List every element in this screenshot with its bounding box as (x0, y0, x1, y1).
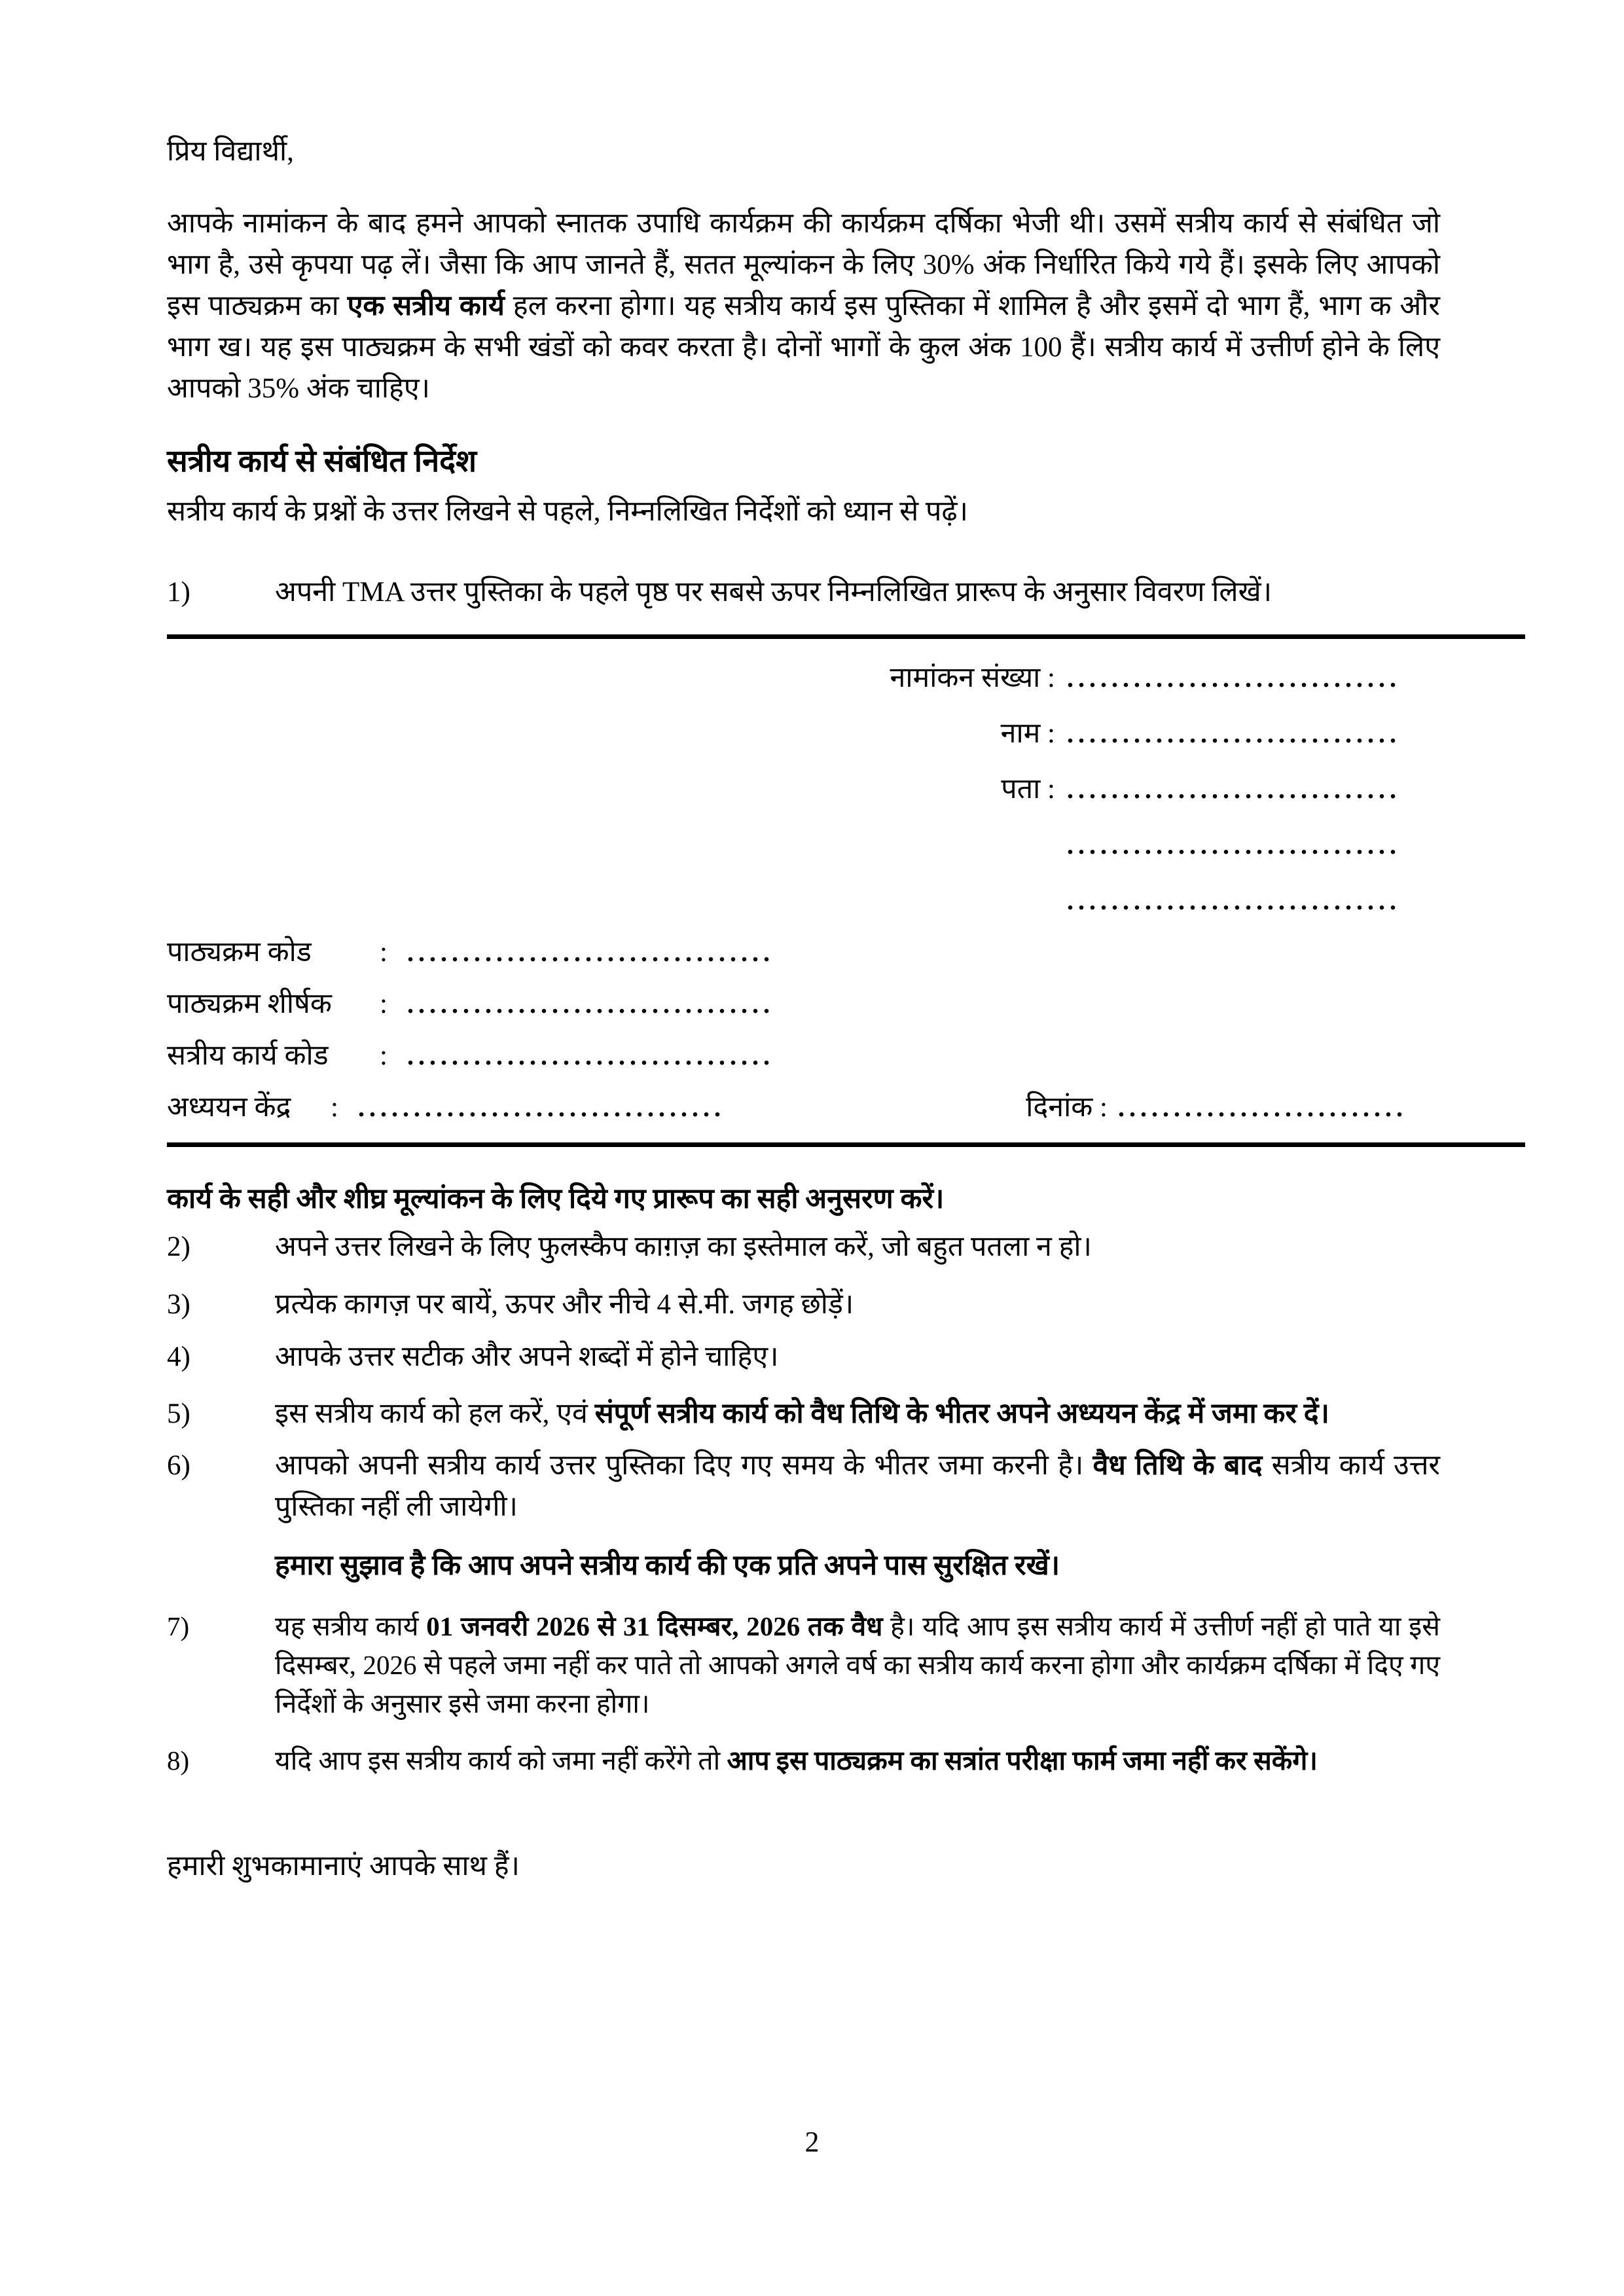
course-title-fill-line: ................................. (407, 989, 774, 1019)
form-right-block (167, 657, 1401, 921)
date-field (1026, 1087, 1407, 1128)
item-text: आपके उत्तर सटीक और अपने शब्दों में होने चाहिए। (275, 1341, 779, 1372)
assignment-code-fill-line: ................................. (407, 1041, 774, 1070)
item-number: 6) (167, 1450, 190, 1481)
item-number: 4) (167, 1341, 190, 1372)
suggestion-note: हमारा सुझाव है कि आप अपने सत्रीय कार्य की एक प्रति अपने पास सुरक्षित रखें। (275, 1550, 1060, 1581)
item-text: प्रत्येक कागज़ पर बायें, ऊपर और नीचे 4 से.मी. जगह छोड़ें। (275, 1289, 854, 1320)
divider-rule-bottom (167, 1142, 1525, 1147)
item-number: 5) (167, 1398, 190, 1429)
instruction-item-8 (167, 1741, 1440, 1780)
instruction-item-2 (167, 1226, 1440, 1267)
item-number: 3) (167, 1289, 190, 1320)
instruction-item-3 (167, 1284, 1440, 1325)
colon: : (380, 1040, 388, 1071)
course-code-row (167, 932, 1440, 973)
instruction-item-4 (167, 1336, 1440, 1377)
item-text: अपने उत्तर लिखने के लिए फुलस्कैप काग़ज़ का इस्तेमाल करें, जो बहुत पतला न हो। (275, 1231, 1092, 1262)
name-label: नाम : (1000, 718, 1055, 749)
address-fill-line-3: .............................. (1067, 886, 1401, 915)
course-title-label: पाठ्यक्रम शीर्षक (167, 989, 332, 1019)
intro-paragraph: आपके नामांकन के बाद हमने आपको स्नातक उपाधि कार्यक्रम की कार्यक्रम दर्षिका भेजी थी। उसमें सत्रीय कार्य से संबंधित जो भाग है, उसे कृपया पढ़ लें। जैसा कि आप जानते हैं, सतत मूल्यांकन के लिए 30% अंक निर्धारित किये गये हैं। इसके लिए आपको इस पाठ्यक्रम का एक सत्रीय कार्य हल करना होगा। यह सत्रीय कार्य इस पुस्तिका में शामिल है और इसमें दो भाग हैं, भाग क और भाग ख। यह इस पाठ्यक्रम के सभी खंडों को कवर करता है। दोनों भागों के कुल अंक 100 हैं। सत्रीय कार्य में उत्तीर्ण होने के लिए आपको 35% अंक चाहिए। (167, 208, 1440, 404)
name-fill-line: .............................. (1067, 719, 1401, 748)
colon: : (380, 989, 388, 1019)
salutation: प्रिय विद्यार्थी, (167, 136, 294, 167)
address-fill-line-2: .............................. (1067, 830, 1401, 860)
item-number: 1) (167, 577, 190, 608)
assignment-code-label: सत्रीय कार्य कोड (167, 1040, 329, 1071)
name-row (1001, 713, 1401, 754)
study-centre-date-row (167, 1087, 1440, 1128)
item-text: इस सत्रीय कार्य को हल करें, एवं संपूर्ण सत्रीय कार्य को वैध तिथि के भीतर अपने अध्ययन केंद्र में जमा कर दें। (275, 1398, 1329, 1429)
course-title-row (167, 983, 1440, 1025)
address-label: पता : (1001, 774, 1055, 805)
date-fill-line: .......................... (1118, 1093, 1407, 1122)
address-continuation-row (1055, 824, 1401, 866)
item-text: अपनी TMA उत्तर पुस्तिका के पहले पृष्ठ पर सबसे ऊपर निम्नलिखित प्रारूप के अनुसार विवरण लिखें। (275, 577, 1272, 608)
date-label: दिनांक : (1026, 1092, 1108, 1123)
course-code-label: पाठ्यक्रम कोड (167, 937, 312, 968)
form-left-block (167, 932, 1440, 1128)
instruction-item-1 (167, 572, 1440, 613)
divider-rule-top (167, 634, 1525, 639)
item-text: यदि आप इस सत्रीय कार्य को जमा नहीं करेंगे तो आप इस पाठ्यक्रम का सत्रांत परीक्षा फार्म जमा नहीं कर सकेंगे। (275, 1745, 1318, 1776)
enrollment-number-fill-line: .............................. (1067, 663, 1401, 693)
enrollment-number-row (890, 657, 1401, 699)
enrollment-number-label: नामांकन संख्या : (890, 663, 1055, 693)
address-row (1001, 769, 1401, 810)
page-number: 2 (804, 2126, 820, 2158)
instruction-item-5 (167, 1393, 1440, 1434)
item-number: 8) (167, 1745, 190, 1776)
instruction-item-7 (167, 1607, 1440, 1723)
address-fill-line: .............................. (1067, 774, 1401, 804)
address-continuation-row (1055, 880, 1401, 921)
instruction-item-6 (167, 1445, 1440, 1527)
course-code-fill-line: ................................. (407, 938, 774, 967)
colon: : (380, 937, 388, 968)
format-note: कार्य के सही और शीघ्र मूल्यांकन के लिए दिये गए प्रारूप का सही अनुसरण करें। (167, 1184, 945, 1214)
closing-line: हमारी शुभकामानाएं आपके साथ हैं। (167, 1851, 520, 1882)
study-centre-label: अध्ययन केंद्र (167, 1092, 291, 1123)
item-number: 2) (167, 1231, 190, 1262)
section-heading: सत्रीय कार्य से संबंधित निर्देश (167, 445, 477, 479)
section-intro: सत्रीय कार्य के प्रश्नों के उत्तर लिखने से पहले, निम्नलिखित निर्देशों को ध्यान से पढ़ें। (167, 496, 968, 527)
item-number: 7) (167, 1611, 190, 1641)
assignment-code-row (167, 1035, 1440, 1076)
item-text: यह सत्रीय कार्य 01 जनवरी 2026 से 31 दिसम्बर, 2026 तक वैध है। यदि आप इस सत्रीय कार्य में उत्तीर्ण नहीं हो पाते या इसे दिसम्बर, 2026 से पहले जमा नहीं कर पाते तो आपको अगले वर्ष का सत्रीय कार्य करना होगा और कार्यक्रम दर्षिका में दिए गए निर्देशों के अनुसार इसे जमा करना होगा। (275, 1611, 1441, 1719)
colon: : (331, 1092, 338, 1123)
study-centre-fill-line: ................................. (358, 1093, 725, 1122)
item-text: आपको अपनी सत्रीय कार्य उत्तर पुस्तिका दिए गए समय के भीतर जमा करनी है। वैध तिथि के बाद सत्रीय कार्य उत्तर पुस्तिका नहीं ली जायेगी। (275, 1450, 1440, 1522)
